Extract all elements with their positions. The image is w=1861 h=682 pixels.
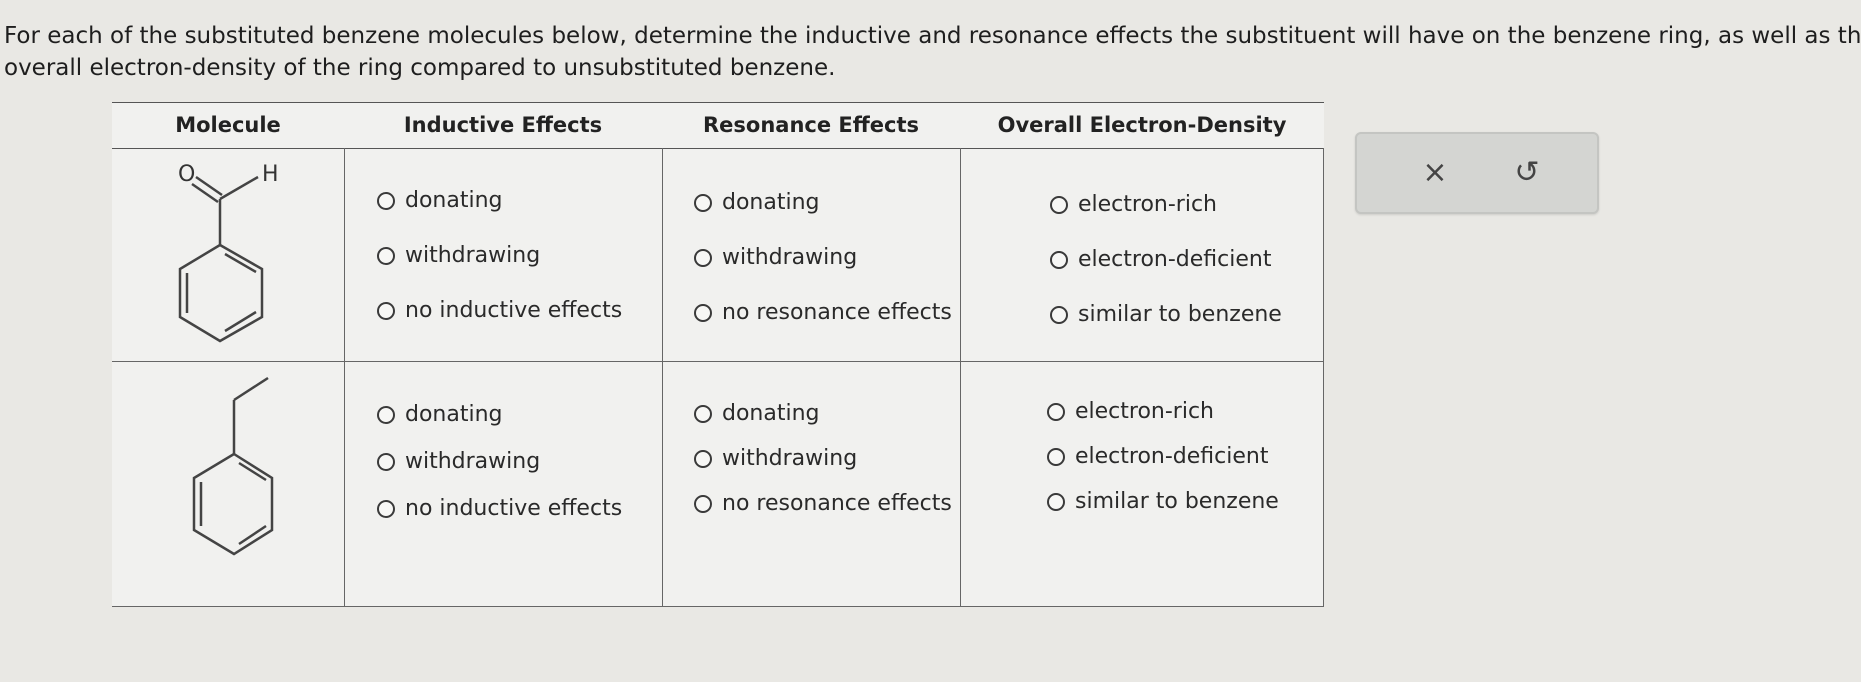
row2-density-options bbox=[1047, 389, 1279, 524]
option-label: withdrawing bbox=[722, 446, 858, 471]
atom-oxygen: O bbox=[178, 162, 196, 187]
row2-inductive-options bbox=[377, 391, 622, 532]
row2-inductive-none[interactable] bbox=[377, 485, 622, 532]
column-divider bbox=[1323, 148, 1324, 606]
row2-resonance-options bbox=[694, 391, 952, 526]
radio-button[interactable] bbox=[694, 495, 712, 513]
option-label: no inductive effects bbox=[405, 496, 623, 521]
row1-resonance-options bbox=[694, 175, 952, 340]
option-label: no inductive effects bbox=[405, 298, 623, 323]
row2-inductive-donating[interactable] bbox=[377, 391, 622, 438]
row2-density-deficient[interactable] bbox=[1047, 434, 1279, 479]
radio-button[interactable] bbox=[694, 450, 712, 468]
radio-button[interactable] bbox=[377, 247, 395, 265]
column-divider bbox=[344, 148, 345, 606]
radio-button[interactable] bbox=[694, 304, 712, 322]
row1-density-deficient[interactable] bbox=[1050, 232, 1282, 287]
row2-inductive-withdrawing[interactable] bbox=[377, 438, 622, 485]
clear-icon[interactable]: × bbox=[1422, 154, 1448, 190]
row1-resonance-none[interactable] bbox=[694, 285, 952, 340]
bond-lines bbox=[194, 378, 272, 554]
option-label: similar to benzene bbox=[1078, 302, 1282, 327]
row1-resonance-withdrawing[interactable] bbox=[694, 230, 952, 285]
prompt-line-1: For each of the substituted benzene molecules below, determine the inductive and resonance effects the substituent will have on the benzene ring, as well as th bbox=[4, 23, 1861, 49]
radio-button[interactable] bbox=[694, 249, 712, 267]
option-label: donating bbox=[405, 402, 503, 427]
option-label: electron-deficient bbox=[1075, 444, 1269, 469]
row2-resonance-withdrawing[interactable] bbox=[694, 436, 952, 481]
answer-actions-panel bbox=[1355, 132, 1599, 214]
radio-button[interactable] bbox=[377, 453, 395, 471]
row2-resonance-none[interactable] bbox=[694, 481, 952, 526]
atom-hydrogen: H bbox=[262, 162, 279, 187]
radio-button[interactable] bbox=[377, 302, 395, 320]
column-divider bbox=[662, 148, 663, 606]
option-label: donating bbox=[722, 190, 820, 215]
row1-inductive-options bbox=[377, 173, 622, 338]
row1-density-similar[interactable] bbox=[1050, 287, 1282, 342]
radio-button[interactable] bbox=[1047, 403, 1065, 421]
header-inductive: Inductive Effects bbox=[403, 113, 603, 137]
row1-inductive-withdrawing[interactable] bbox=[377, 228, 622, 283]
bond-lines bbox=[180, 177, 262, 341]
header-molecule: Molecule bbox=[175, 113, 281, 137]
radio-button[interactable] bbox=[1050, 306, 1068, 324]
header-resonance: Resonance Effects bbox=[703, 113, 919, 137]
radio-button[interactable] bbox=[1050, 251, 1068, 269]
answer-table bbox=[112, 102, 1324, 607]
option-label: withdrawing bbox=[405, 243, 541, 268]
radio-button[interactable] bbox=[1047, 493, 1065, 511]
row1-density-rich[interactable] bbox=[1050, 177, 1282, 232]
row-divider bbox=[112, 606, 1324, 607]
row2-density-rich[interactable] bbox=[1047, 389, 1279, 434]
row2-density-similar[interactable] bbox=[1047, 479, 1279, 524]
header-density: Overall Electron-Density bbox=[997, 113, 1287, 137]
option-label: withdrawing bbox=[722, 245, 858, 270]
radio-button[interactable] bbox=[377, 192, 395, 210]
radio-button[interactable] bbox=[377, 500, 395, 518]
molecule-benzaldehyde bbox=[112, 149, 344, 361]
option-label: electron-rich bbox=[1078, 192, 1218, 217]
row1-resonance-donating[interactable] bbox=[694, 175, 952, 230]
option-label: no resonance effects bbox=[722, 491, 952, 516]
radio-button[interactable] bbox=[694, 194, 712, 212]
radio-button[interactable] bbox=[377, 406, 395, 424]
radio-button[interactable] bbox=[1050, 196, 1068, 214]
option-label: no resonance effects bbox=[722, 300, 952, 325]
option-label: electron-deficient bbox=[1078, 247, 1272, 272]
row2-resonance-donating[interactable] bbox=[694, 391, 952, 436]
radio-button[interactable] bbox=[694, 405, 712, 423]
prompt-line-2: overall electron-density of the ring compared to unsubstituted benzene. bbox=[4, 55, 836, 81]
option-label: similar to benzene bbox=[1075, 489, 1279, 514]
question-prompt bbox=[4, 20, 1861, 84]
row1-density-options bbox=[1050, 177, 1282, 342]
option-label: withdrawing bbox=[405, 449, 541, 474]
column-divider bbox=[960, 148, 961, 606]
row1-inductive-donating[interactable] bbox=[377, 173, 622, 228]
row1-inductive-none[interactable] bbox=[377, 283, 622, 338]
radio-button[interactable] bbox=[1047, 448, 1065, 466]
undo-icon[interactable]: ↺ bbox=[1514, 154, 1540, 190]
molecule-ethylbenzene bbox=[112, 362, 344, 606]
option-label: donating bbox=[722, 401, 820, 426]
option-label: donating bbox=[405, 188, 503, 213]
option-label: electron-rich bbox=[1075, 399, 1215, 424]
